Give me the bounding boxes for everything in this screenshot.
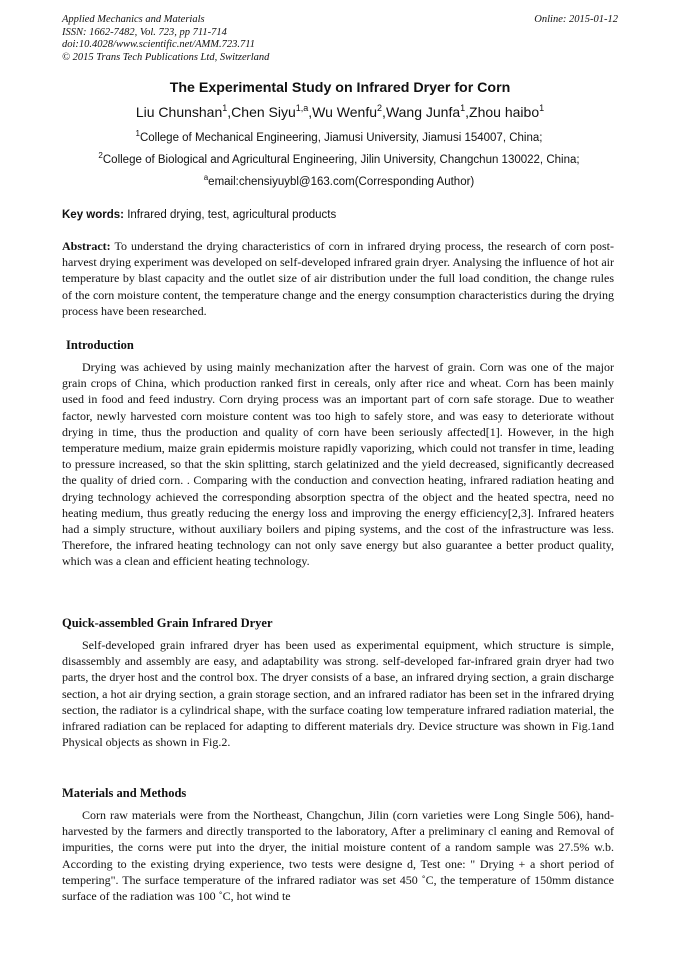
author-name: Chen Siyu [231, 104, 296, 120]
author-list [62, 103, 618, 120]
keywords [62, 209, 618, 221]
author-affil-mark: 1 [539, 103, 545, 113]
dryer-paragraph: Self-developed grain infrared dryer has been used as experimental equipment, which structure is simple, disassembly and assembly are easy, and adaptability was strong. self-developed far-infrared grain dryer had two parts, the dryer host and the control box. The dryer consists of a base, an infrared drying section, a grain discharge section, a hot air drying section, a grain storage section, and an infrared radiator has been set in the infrared drying section, the radiator is a cylindrical shape, with the surface coating low temperature infrared radiation material, the infrared radiation can be replaced for adapting to different materials dry. Device structure was shown in Fig.1and Physical objects as shown in Fig.2. [62, 638, 614, 750]
journal-name: Applied Mechanics and Materials [62, 14, 205, 25]
corresponding-email [40, 173, 638, 188]
affiliation-2 [40, 151, 638, 166]
affil-text: College of Mechanical Engineering, Jiamusi University, Jiamusi 154007, China; [139, 132, 543, 144]
author-name: Wang Junfa [385, 104, 461, 120]
author-separator: , [308, 104, 313, 120]
affil-mark: a [203, 173, 209, 182]
author-name: Wu Wenfu [312, 104, 378, 120]
author-affil-mark: 2 [377, 103, 383, 113]
section-heading-dryer: Quick-assembled Grain Infrared Dryer [62, 616, 273, 630]
section-heading-materials: Materials and Methods [62, 786, 187, 800]
issn-line: ISSN: 1662-7482, Vol. 723, pp 711-714 [62, 26, 227, 38]
online-date: Online: 2015-01-12 [534, 14, 618, 25]
journal-header [62, 14, 618, 64]
abstract-label: Abstract: [62, 239, 111, 253]
affil-text: email:chensiyuybl@163.com(Corresponding Author) [208, 176, 475, 188]
author-affil-mark: 1 [222, 103, 228, 113]
author-affil-mark: 1 [460, 103, 466, 113]
doi-line: doi:10.4028/www.scientific.net/AMM.723.711 [62, 39, 255, 50]
affil-mark: 1 [135, 129, 140, 138]
author-separator: , [465, 104, 470, 120]
paper-title: The Experimental Study on Infrared Dryer for Corn [169, 80, 511, 96]
abstract [62, 238, 614, 319]
copyright-line: © 2015 Trans Tech Publications Ltd, Switzerland [62, 51, 270, 63]
author-separator: , [382, 104, 386, 120]
materials-paragraph: Corn raw materials were from the Northeast, Changchun, Jilin (corn varieties were Long Single 506), hand-harvested by the farmers and directly transported to the laboratory, After a preliminary cl eaning and Removal of impurities, the corns were put into the dryer, the initial moisture content of a random sample was 27.5% w.b. According to the existing drying experience, two tests were designe d, Test one: " Drying + a short period of tempering". The surface temperature of the infrared radiator was set 450 ˚C, the temperature of 150mm distance surface of the radiation was 100 ˚C, hot wind te [62, 808, 614, 904]
section-heading-introduction: Introduction [66, 338, 134, 352]
introduction-paragraph: Drying was achieved by using mainly mechanization after the harvest of grain. Corn was one of the major grain crops of China, which production ranked first in cereals, only after rice and wheat. Corn has been mainly used in food and feed industry. Corn drying process was an important part of corn safe storage. Due to weather factor, newly harvested corn moisture content was too high to safely store, and was easy to deteriorate without drying in time, thus the production and quality of corn have been seriously affected[1]. However, in the high temperature medium, maize grain epidermis moisture rapidly vaporizing, which could not transfer in time, leading to pressure increased, so that the skin splitting, starch gelatinized and the yield decreased, significantly decreased the quality of dried corn. . Comparing with the conduction and convection heating, infrared radiation heating and drying technology achieved the corresponding absorption spectra of the object and the heated spectra, need no heating medium, thus greatly reducing the energy loss and improving the energy efficiency[2,3]. Infrared heaters had a simply structure, without auxiliary boilers and piping systems, and the cost of the infrastructure was less. Therefore, the infrared heating technology can not only save energy but also guarantee a better product quality, which was a clean and efficient heating technology. [62, 360, 614, 569]
affil-mark: 2 [98, 151, 103, 160]
affil-text: College of Biological and Agricultural Engineering, Jilin University, Changchun 130022, China; [102, 154, 580, 166]
author-affil-mark: 1,a [295, 103, 309, 113]
keywords-label: Key words: [62, 209, 124, 221]
author-name: Liu Chunshan [135, 104, 223, 120]
author-separator: , [227, 104, 232, 120]
author-name: Zhou haibo [469, 104, 540, 120]
abstract-text: To understand the drying characteristics of corn in infrared drying process, the research of corn post-harvest drying experiment was developed on self-developed infrared grain dryer. Analysing the influence of hot air temperature by blast capacity and the outlet size of air distribution under the full load condition, the change rules of the corn moisture content, the temperature change and the energy consumption characteristics during the drying process have been researched. [62, 239, 614, 318]
keywords-text: Infrared drying, test, agricultural products [124, 209, 337, 221]
affiliation-1 [40, 129, 638, 144]
